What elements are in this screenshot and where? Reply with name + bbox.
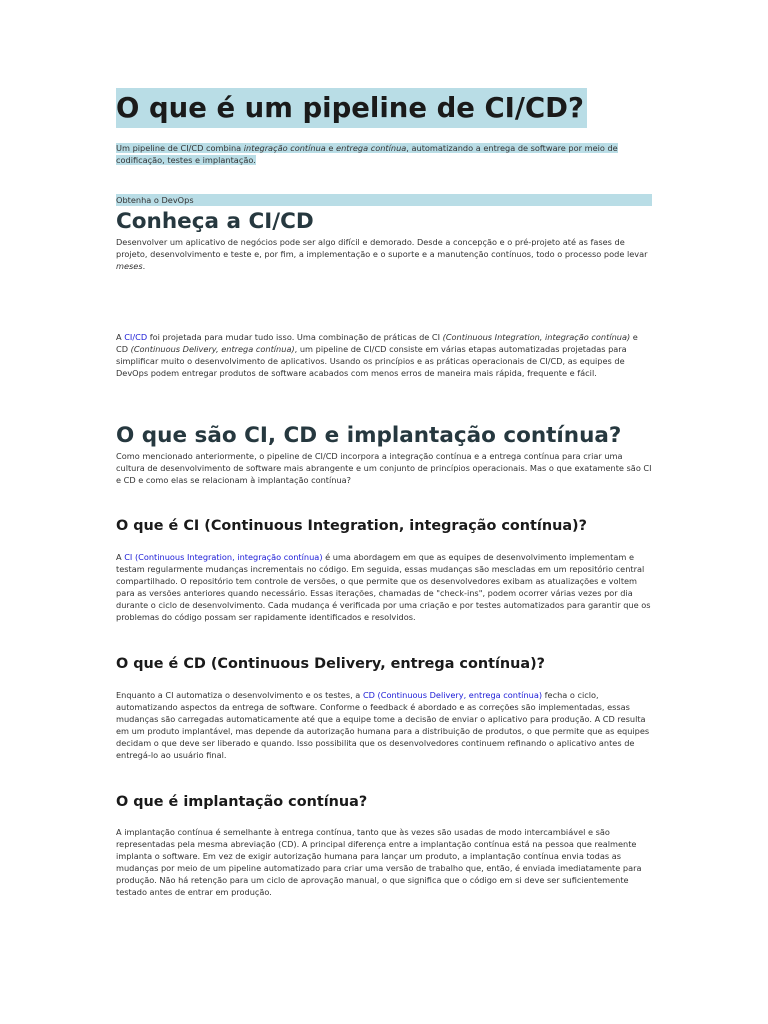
p1-end: . — [142, 261, 146, 272]
ci-cd-link[interactable]: CI/CD — [124, 332, 148, 342]
section-cd-paragraph — [116, 689, 652, 762]
intro-emphasis-2: entrega contínua — [336, 143, 407, 153]
section-heading-ci: O que é CI (Continuous Integration, integração contínua)? — [116, 518, 587, 534]
p2-text-d: , um pipeline de CI/CD consiste em várias etapas automatizadas projetadas para simplificar muito o desenvolvimento de aplicativos. Usando os princípios e as práticas operacionais de CI/CD, as equipes de DevOps podem entregar produtos de software acabados com menos erros de maneira mais rápida, frequente e fácil. — [116, 344, 627, 379]
section-heading-ci-cd-deploy: O que são CI, CD e implantação contínua? — [116, 423, 622, 448]
ci-link[interactable]: CI (Continuous Integration, integração contínua) — [124, 552, 323, 562]
section-conheca-paragraph-2 — [116, 331, 652, 379]
intro-emphasis-1: integração contínua — [243, 143, 326, 153]
section-ci-body — [116, 551, 652, 624]
intro-paragraph — [116, 142, 652, 166]
section-deploy — [116, 792, 652, 812]
intro-block — [116, 142, 652, 166]
section-conheca-p2-block — [116, 331, 652, 379]
intro-text-1: Um pipeline de CI/CD combina — [116, 143, 244, 153]
section-heading-conheca: Conheça a CI/CD — [116, 209, 314, 234]
p2-text-a: A — [116, 332, 125, 342]
p1-emphasis: meses — [116, 261, 143, 272]
cd-text-b: fecha o ciclo, automatizando aspectos da entrega de software. Conforme o feedback é abordado e as correções são implementadas, essas mudanças são carregadas automaticamente até que a equipe tome a decisão de enviar o aplicativo para produção. A CD resulta em um produto implantável, mas depende da autorização humana para a distribuição de produtos, o que permite que as equipes decidam o que deve ser liberado e quando. Isso possibilita que os desenvolvedores continuem refinando o aplicativo antes de entregá-lo ao usuário final. — [116, 690, 650, 761]
p2-emphasis-1: (Continuous Integration, integração contínua) — [442, 332, 631, 342]
section-ci-cd-deploy — [116, 422, 652, 486]
cd-text-a: Enquanto a CI automatiza o desenvolvimento e os testes, a — [116, 690, 363, 700]
cta-bar[interactable] — [116, 194, 652, 206]
cd-link[interactable]: CD (Continuous Delivery, entrega contínua) — [362, 690, 543, 700]
p2-text-c: e CD — [116, 332, 638, 355]
title-block — [116, 88, 652, 128]
section-conheca — [116, 208, 652, 272]
p2-emphasis-2: (Continuous Delivery, entrega contínua) — [130, 344, 295, 355]
section-ci-paragraph — [116, 551, 652, 624]
section-deploy-body — [116, 826, 652, 899]
p1-text: Desenvolver um aplicativo de negócios pode ser algo difícil e demorado. Desde a concepção e o pré-projeto até as fases de projeto, desenvolvimento e teste e, por fim, a implementação e o suporte e a manutenção contínuos, todo o processo pode levar — [116, 237, 648, 260]
ci-text-b: é uma abordagem em que as equipes de desenvolvimento implementam e testam regularmente mudanças incrementais no código. Em seguida, essas mudanças são mescladas em um repositório central compartilhado. O repositório tem controle de versões, o que permite que os desenvolvedores exibam as atualizações e voltem para as versões anteriores quando necessário. Essas iterações, chamadas de "check-ins", podem ocorrer várias vezes por dia durante o ciclo de desenvolvimento. Cada mudança é verificada por uma criação e por testes automatizados para garantir que os problemas do código possam ser rapidamente identificados e resolvidos. — [116, 552, 651, 623]
section-ci — [116, 516, 652, 536]
section-cd — [116, 654, 652, 674]
get-devops-link[interactable]: Obtenha o DevOps — [116, 194, 652, 206]
section-heading-cd: O que é CD (Continuous Delivery, entrega contínua)? — [116, 656, 546, 672]
p2-text-b: foi projetada para mudar tudo isso. Uma combinação de práticas de CI — [147, 332, 443, 342]
intro-text-3: , automatizando a entrega de software por meio de codificação, testes e implantação. — [116, 143, 618, 166]
ci-text-a: A — [116, 552, 125, 562]
section-conheca-paragraph-1 — [116, 236, 652, 272]
section-heading-deploy: O que é implantação contínua? — [116, 794, 368, 810]
intro-text-2: e — [325, 143, 337, 153]
page-title: O que é um pipeline de CI/CD? — [116, 88, 587, 128]
section-cd-body — [116, 689, 652, 762]
section-ci-cd-deploy-paragraph: Como mencionado anteriormente, o pipeline de CI/CD incorpora a integração contínua e a entrega contínua para criar uma cultura de desenvolvimento de software mais abrangente e um conjunto de princípios operacionais. Mas o que exatamente são CI e CD e como elas se relacionam à implantação contínua? — [116, 451, 652, 486]
section-deploy-paragraph: A implantação contínua é semelhante à entrega contínua, tanto que às vezes são usadas de modo intercambiável e são representadas pela mesma abreviação (CD). A principal diferença entre a implantação contínua está na pessoa que realmente implanta o software. Em vez de exigir autorização humana para lançar um produto, a implantação contínua envia todas as mudanças por meio de um pipeline automatizado para criar uma versão de trabalho que, então, é enviada imediatamente para produção. Não há retenção para um ciclo de aprovação manual, o que significa que o código em si deve ser suficientemente testado antes de entrar em produção. — [116, 827, 642, 898]
